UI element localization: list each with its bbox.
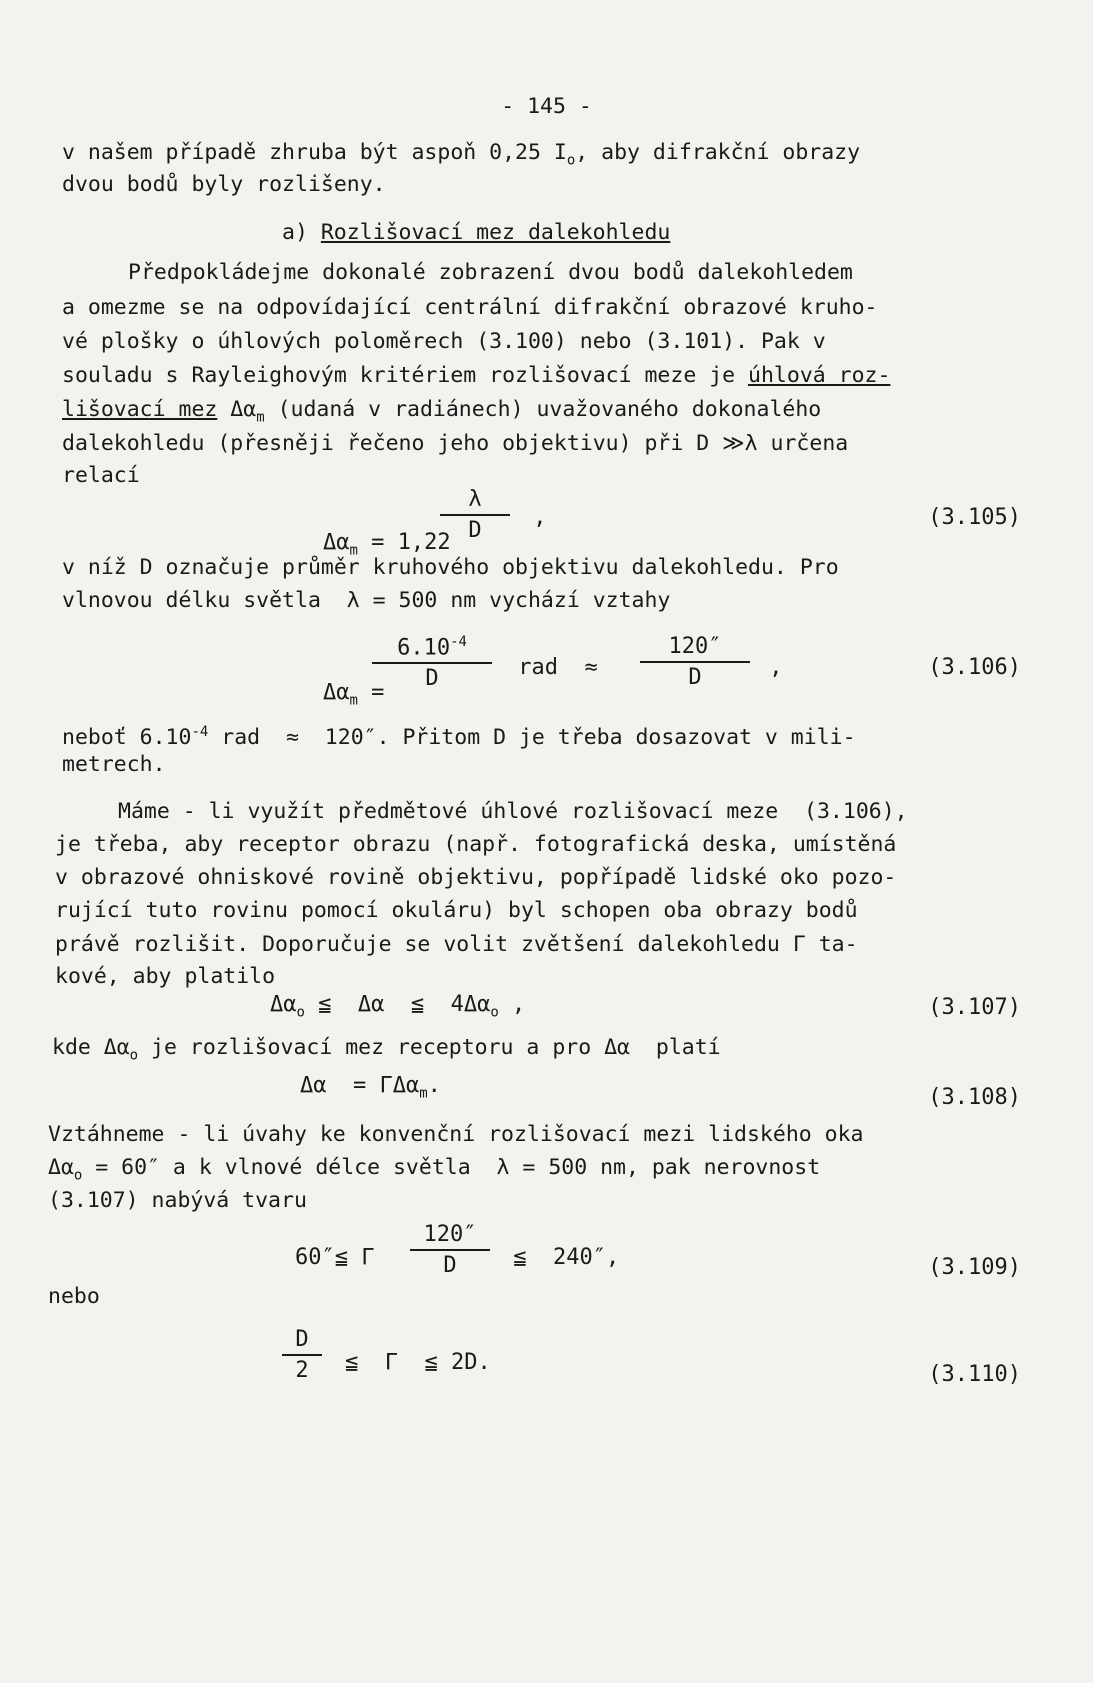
fraction: [372, 634, 492, 691]
text: je rozlišovací mez receptoru a pro Δα platí: [138, 1035, 721, 1060]
text: =: [357, 680, 398, 705]
denominator: D: [443, 1253, 457, 1278]
text: v našem případě zhruba být aspoň 0,25 I: [62, 140, 567, 165]
subscript: o: [296, 1004, 305, 1021]
text-line: kové, aby platilo: [55, 964, 276, 989]
equation-number: (3.109): [928, 1255, 1021, 1280]
subscript: o: [566, 152, 576, 169]
text-line: je třeba, aby receptor obrazu (např. fotografická deska, umístěná: [55, 832, 897, 857]
text-line: a omezme se na odpovídající centrální difrakční obrazové kruho-: [62, 295, 878, 320]
superscript: -4: [191, 724, 209, 740]
numerator: 120″: [423, 1222, 477, 1247]
text-line: Vztáhneme - li úvahy ke konvenční rozlišovací mezi lidského oka: [48, 1122, 864, 1147]
fraction-bar: [372, 662, 492, 664]
text-line: rující tuto rovinu pomocí okuláru) byl schopen oba obrazy bodů: [55, 898, 858, 923]
section-heading: [282, 218, 1093, 248]
text-line: [62, 395, 1062, 432]
numerator: 120″: [668, 634, 722, 659]
text: ,: [498, 992, 526, 1017]
text-line: v níž D označuje průměr kruhového objektivu dalekohledu. Pro: [62, 555, 839, 580]
equation-number: (3.105): [928, 505, 1021, 530]
text-line: dalekohledu (přesněji řečeno jeho objektivu) při D ≫λ určena: [62, 431, 849, 456]
subscript: m: [349, 692, 358, 709]
text: rad ≈: [505, 655, 611, 680]
equation-number: (3.110): [928, 1362, 1021, 1387]
text: ,: [520, 505, 547, 530]
subscript: m: [419, 1085, 428, 1102]
fraction-bar: [440, 514, 510, 516]
heading-prefix: a): [282, 220, 321, 245]
text: kde Δα: [52, 1035, 130, 1060]
text: .: [427, 1073, 441, 1098]
fraction: [282, 1327, 322, 1383]
underlined-term: úhlová roz-: [748, 363, 891, 388]
text-line: dvou bodů byly rozlišeny.: [62, 172, 386, 197]
subscript: o: [73, 1167, 83, 1184]
denominator: D: [468, 518, 482, 543]
page-number: - 145 -: [501, 94, 592, 119]
equation-3-110: ≦ Γ ≦ 2D.: [345, 1350, 491, 1375]
text-line: nebo: [48, 1284, 100, 1309]
superscript: -4: [450, 634, 467, 650]
underlined-term: lišovací mez: [62, 397, 218, 422]
text-line: [62, 361, 1062, 391]
symbol: Δα: [322, 680, 350, 705]
numerator: [372, 634, 492, 660]
denominator: D: [425, 666, 439, 692]
fraction: [410, 1222, 490, 1278]
text: , aby difrakční obrazy: [575, 140, 861, 165]
fraction: [640, 634, 750, 690]
text: Δα: [270, 992, 297, 1017]
symbol: Δα: [322, 530, 350, 555]
text-line: Máme - li využít předmětové úhlové rozlišovací meze (3.106),: [118, 799, 908, 824]
text: rad ≈ 120″. Přitom D je třeba dosazovat v mili-: [208, 725, 856, 751]
numerator: λ: [468, 487, 482, 512]
equation-3-108: [300, 1073, 441, 1101]
text: = 60″ a k vlnové délce světla λ = 500 nm, pak nerovnost: [82, 1155, 821, 1180]
text: ≦ 240″,: [500, 1245, 620, 1270]
text: souladu s Rayleighovým kritériem rozlišovací meze je: [62, 363, 749, 388]
equation-number: (3.106): [928, 655, 1021, 680]
fraction-bar: [410, 1249, 490, 1251]
text-line: vlnovou délku světla λ = 500 nm vychází vztahy: [62, 588, 671, 613]
fraction: [440, 487, 510, 543]
subscript: m: [256, 409, 265, 426]
text-line: metrech.: [62, 752, 166, 777]
fraction-bar: [282, 1354, 322, 1356]
text: neboť 6.10: [62, 725, 192, 751]
text-line: v obrazové ohniskové rovině objektivu, popřípadě lidské oko pozo-: [55, 865, 897, 890]
text: Δα: [217, 397, 257, 422]
text: ≦ Δα ≦ 4Δα: [304, 992, 491, 1017]
text: Δα = ΓΔα: [300, 1073, 420, 1098]
text-line: [52, 1033, 1052, 1070]
text-line: (3.107) nabývá tvaru: [48, 1188, 307, 1213]
text-line: Předpokládejme dokonalé zobrazení dvou bodů dalekohledem: [128, 260, 853, 285]
equation-number: (3.107): [928, 995, 1021, 1020]
text: ,: [756, 655, 783, 680]
equation-3-109: 60″≦ Γ: [295, 1245, 388, 1270]
text: = 1,22: [357, 530, 464, 555]
text-line: relací: [62, 463, 140, 488]
denominator: 2: [295, 1358, 309, 1383]
text-line: právě rozlišit. Doporučuje se volit zvětšení dalekohledu Γ ta-: [55, 932, 858, 957]
equation-3-107: [270, 992, 525, 1020]
text-line: [48, 1153, 1048, 1190]
text: 6.10: [397, 635, 451, 661]
subscript: o: [129, 1047, 139, 1064]
text: Δα: [48, 1155, 74, 1180]
equation-number: (3.108): [928, 1085, 1021, 1110]
text: (udaná v radiánech) uvažovaného dokonalého: [264, 397, 822, 422]
subscript: o: [490, 1004, 499, 1021]
subscript: m: [349, 542, 358, 559]
denominator: D: [688, 665, 702, 690]
text-line: vé plošky o úhlových poloměrech (3.100) nebo (3.101). Pak v: [62, 329, 826, 354]
heading-text: Rozlišovací mez dalekohledu: [320, 220, 671, 245]
fraction-bar: [640, 661, 750, 663]
numerator: D: [295, 1327, 309, 1352]
text-line: [62, 717, 1062, 753]
